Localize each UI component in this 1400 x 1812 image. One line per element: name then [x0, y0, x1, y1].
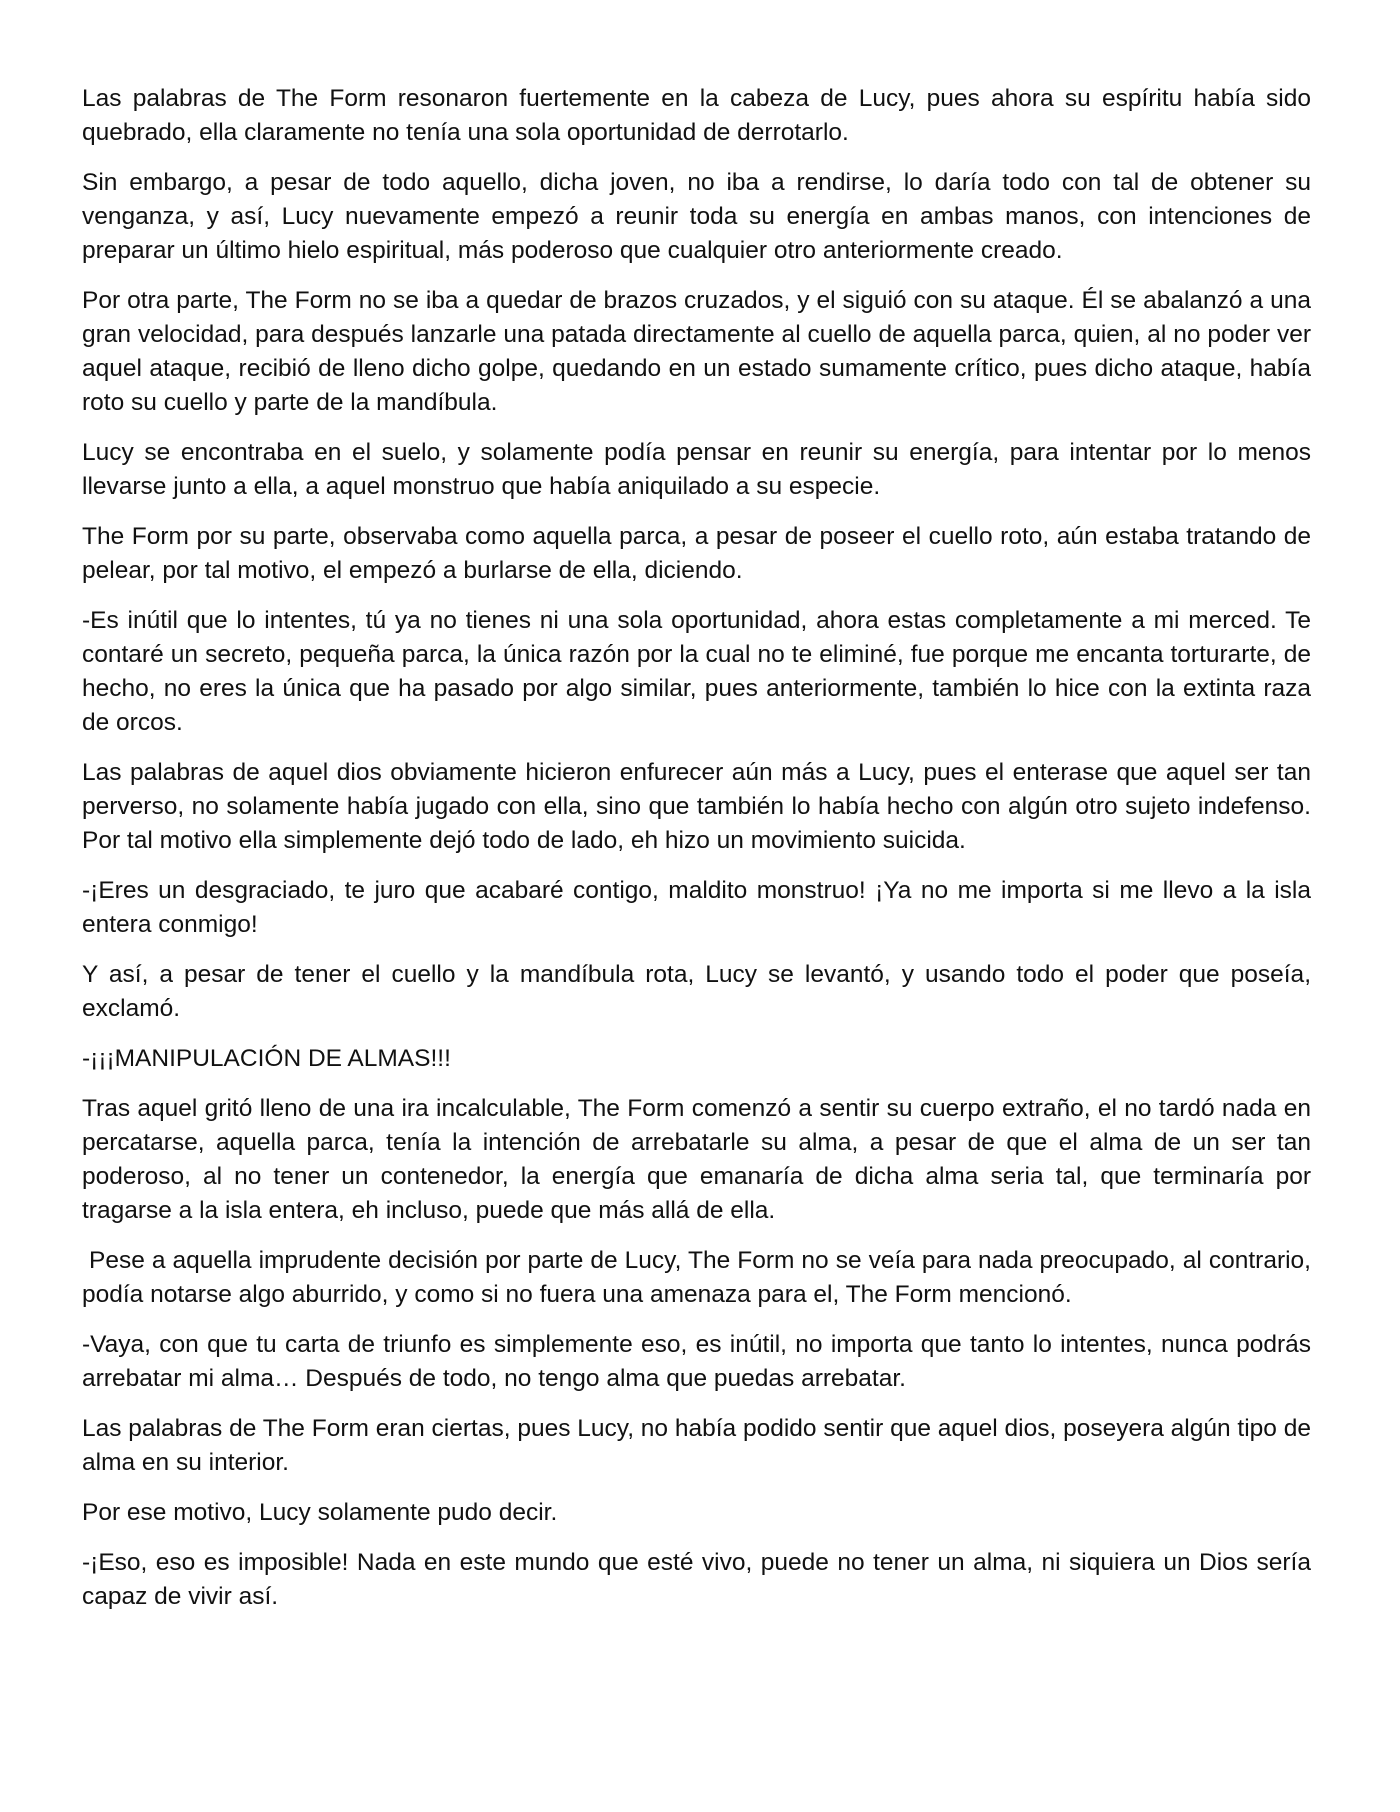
paragraph-1: Las palabras de The Form resonaron fuertemente en la cabeza de Lucy, pues ahora su espíritu había sido quebrado, ella claramente no tenía una sola oportunidad de derrotarlo.	[82, 85, 1311, 146]
paragraph-4: Lucy se encontraba en el suelo, y solamente podía pensar en reunir su energía, para intentar por lo menos llevarse junto a ella, a aquel monstruo que había aniquilado a su especie.	[82, 439, 1311, 500]
paragraph-9: Y así, a pesar de tener el cuello y la mandíbula rota, Lucy se levantó, y usando todo el poder que poseía, exclamó.	[82, 961, 1311, 1022]
paragraph-12: Pese a aquella imprudente decisión por parte de Lucy, The Form no se veía para nada preocupado, al contrario, podía notarse algo aburrido, y como si no fuera una amenaza para el, The Form mencionó.	[82, 1247, 1311, 1308]
paragraph-3: Por otra parte, The Form no se iba a quedar de brazos cruzados, y el siguió con su ataque. Él se abalanzó a una gran velocidad, para después lanzarle una patada directamente al cuello de aquella parca, quien, al no poder ver aquel ataque, recibió de lleno dicho golpe, quedando en un estado sumamente crítico, pues dicho ataque, había roto su cuello y parte de la mandíbula.	[82, 287, 1311, 416]
paragraph-13: -Vaya, con que tu carta de triunfo es simplemente eso, es inútil, no importa que tanto lo intentes, nunca podrás arrebatar mi alma… Después de todo, no tengo alma que puedas arrebatar.	[82, 1331, 1311, 1392]
paragraph-11: Tras aquel gritó lleno de una ira incalculable, The Form comenzó a sentir su cuerpo extraño, el no tardó nada en percatarse, aquella parca, tenía la intención de arrebatarle su alma, a pesar de que el alma de un ser tan poderoso, al no tener un contenedor, la energía que emanaría de dicha alma seria tal, que terminaría por tragarse a la isla entera, eh incluso, puede que más allá de ella.	[82, 1095, 1311, 1224]
paragraph-14: Las palabras de The Form eran ciertas, pues Lucy, no había podido sentir que aquel dios, poseyera algún tipo de alma en su interior.	[82, 1415, 1311, 1476]
paragraph-5: The Form por su parte, observaba como aquella parca, a pesar de poseer el cuello roto, aún estaba tratando de pelear, por tal motivo, el empezó a burlarse de ella, diciendo.	[82, 523, 1311, 584]
paragraph-15: Por ese motivo, Lucy solamente pudo decir.	[82, 1499, 558, 1526]
paragraph-10: -¡¡¡MANIPULACIÓN DE ALMAS!!!	[82, 1045, 451, 1072]
paragraph-7: Las palabras de aquel dios obviamente hicieron enfurecer aún más a Lucy, pues el enterase que aquel ser tan perverso, no solamente había jugado con ella, sino que también lo había hecho con algún otro sujeto indefenso. Por tal motivo ella simplemente dejó todo de lado, eh hizo un movimiento suicida.	[82, 759, 1311, 854]
document-body	[82, 82, 1311, 1614]
paragraph-16: -¡Eso, eso es imposible! Nada en este mundo que esté vivo, puede no tener un alma, ni siquiera un Dios sería capaz de vivir así.	[82, 1549, 1311, 1610]
paragraph-2: Sin embargo, a pesar de todo aquello, dicha joven, no iba a rendirse, lo daría todo con tal de obtener su venganza, y así, Lucy nuevamente empezó a reunir toda su energía en ambas manos, con intenciones de preparar un último hielo espiritual, más poderoso que cualquier otro anteriormente creado.	[82, 169, 1311, 264]
paragraph-8: -¡Eres un desgraciado, te juro que acabaré contigo, maldito monstruo! ¡Ya no me importa si me llevo a la isla entera conmigo!	[82, 877, 1311, 938]
paragraph-6: -Es inútil que lo intentes, tú ya no tienes ni una sola oportunidad, ahora estas completamente a mi merced. Te contaré un secreto, pequeña parca, la única razón por la cual no te eliminé, fue porque me encanta torturarte, de hecho, no eres la única que ha pasado por algo similar, pues anteriormente, también lo hice con la extinta raza de orcos.	[82, 607, 1311, 736]
